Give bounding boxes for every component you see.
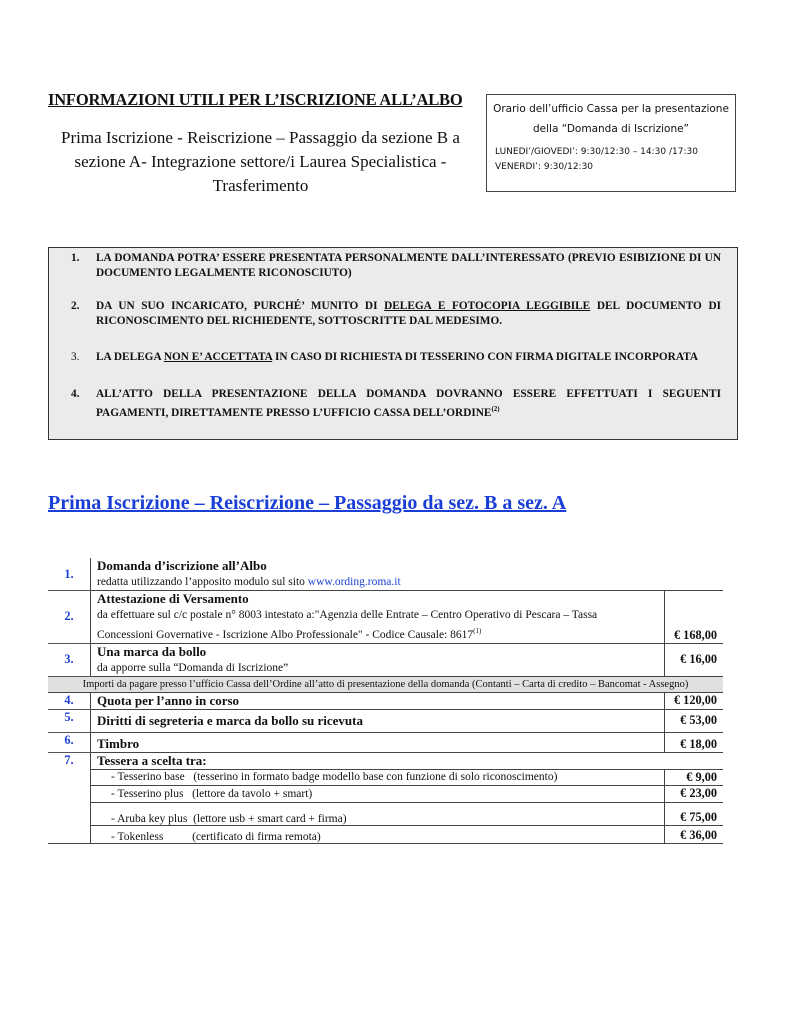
note-text <box>96 387 721 421</box>
table-row <box>48 732 723 752</box>
table-row <box>48 692 723 709</box>
document-subtitle: Prima Iscrizione - Reiscrizione – Passaggio da sezione B a sezione A- Integrazione settore/i Laurea Specialistica - Trasferimento <box>61 128 460 195</box>
note-text <box>96 350 721 365</box>
payment-methods-banner <box>48 676 723 692</box>
row-title: Domanda d’iscrizione all’Albo <box>97 558 267 573</box>
row-content <box>91 591 665 644</box>
row-number: 1. <box>48 558 91 591</box>
row-number: 7. <box>48 752 91 843</box>
row-amount: € 168,00 <box>665 591 724 644</box>
row-title: Diritti di segreteria e marca da bollo su ricevuta <box>91 709 665 732</box>
row-number: 6. <box>48 732 91 752</box>
row-desc-text: Concessioni Governative - Iscrizione Albo Professionale" - Codice Causale: 8617 <box>97 628 474 641</box>
row-title: Tessera a scelta tra: <box>91 752 724 769</box>
note-text-part: DA UN SUO INCARICATO, PURCHÉ’ MUNITO DI <box>96 300 385 312</box>
row-content <box>91 558 724 591</box>
row-desc <box>97 623 658 643</box>
option-label: - Tesserino base (tesserino in formato badge modello base con funzione di solo riconoscimento) <box>91 769 665 785</box>
row-amount: € 16,00 <box>665 643 724 676</box>
table-row <box>48 643 723 676</box>
office-hours-heading: Orario dell’ufficio Cassa per la presentazione della “Domanda di Iscrizione” <box>493 103 729 135</box>
note-text-part: IN CASO DI RICHIESTA DI TESSERINO CON FIRMA DIGITALE INCORPORATA <box>272 351 699 363</box>
note-text-part: LA DELEGA <box>96 351 164 363</box>
office-hours-fri: VENERDI’: 9:30/12:30 <box>495 162 594 172</box>
row-title: Attestazione di Versamento <box>97 591 249 606</box>
tessera-option <box>48 825 723 843</box>
row-desc: da apporre sulla “Domanda di Iscrizione” <box>97 661 289 674</box>
website-link[interactable]: www.ording.roma.it <box>307 576 401 588</box>
note-number: 3. <box>71 351 80 363</box>
tessera-option <box>48 769 723 785</box>
table-row <box>48 752 723 769</box>
table-row <box>48 709 723 732</box>
option-label: - Tokenless (certificato di firma remota) <box>91 825 665 843</box>
note-text <box>96 299 721 329</box>
row-desc-text: redatta utilizzando l’apposito modulo sul sito <box>97 576 308 588</box>
table-row <box>48 558 723 591</box>
office-hours-box <box>486 94 736 192</box>
note-text-part: ALL’ATTO DELLA PRESENTAZIONE DELLA DOMANDA DOVRANNO ESSERE EFFETTUATI I SEGUENTI PAGAMENTI, DIRETTAMENTE PRESSO L’UFFICIO CASSA DELL’ORDINE <box>96 388 721 419</box>
option-amount: € 9,00 <box>665 769 724 785</box>
note-3 <box>71 350 721 365</box>
row-amount: € 120,00 <box>665 692 724 709</box>
option-amount: € 75,00 <box>665 802 724 825</box>
row-title: Quota per l’anno in corso <box>91 692 665 709</box>
row-title: Una marca da bollo <box>97 643 207 659</box>
row-desc <box>97 574 717 590</box>
row-number: 3. <box>48 643 91 676</box>
option-amount: € 23,00 <box>665 785 724 802</box>
option-amount: € 36,00 <box>665 825 724 843</box>
note-underlined: DELEGA E FOTOCOPIA LEGGIBILE <box>384 300 591 312</box>
note-underlined: NON E’ ACCETTATA <box>163 351 273 363</box>
option-label: - Aruba key plus (lettore usb + smart card + firma) <box>91 802 665 825</box>
note-2 <box>71 299 721 329</box>
note-text-part: DEL DOCUMENTO DI RICONOSCIMENTO DEL RICHIEDENTE, SOTTOSCRITTE DAL MEDESIMO. <box>96 300 721 327</box>
row-content <box>91 643 665 676</box>
row-desc: da effettuare sul c/c postale n° 8003 intestato a:"Agenzia delle Entrate – Centro Operativo di Pescara – Tassa <box>97 609 598 621</box>
row-number: 5. <box>48 709 91 732</box>
footnote-ref: (1) <box>473 627 482 635</box>
row-amount: € 18,00 <box>665 732 724 752</box>
row-title: Timbro <box>91 732 665 752</box>
row-number: 4. <box>48 692 91 709</box>
document-title: INFORMAZIONI UTILI PER L’ISCRIZIONE ALL’ALBO <box>48 90 463 109</box>
note-4 <box>71 387 721 421</box>
note-text: LA DOMANDA POTRA’ ESSERE PRESENTATA PERSONALMENTE DALL’INTERESSATO (PREVIO ESIBIZIONE DI UN DOCUMENTO LEGALMENTE RICONOSCIUTO) <box>96 252 721 279</box>
note-number: 2. <box>71 300 80 312</box>
office-hours-mon-thu: LUNEDI’/GIOVEDI’: 9:30/12:30 – 14:30 /17:30 <box>495 147 698 157</box>
option-label: - Tesserino plus (lettore da tavolo + smart) <box>91 785 665 802</box>
tessera-option <box>48 802 723 825</box>
note-number: 1. <box>71 252 80 264</box>
note-1 <box>71 251 721 281</box>
fees-table <box>48 558 723 844</box>
tessera-option <box>48 785 723 802</box>
note-number: 4. <box>71 388 80 400</box>
row-number: 2. <box>48 591 91 644</box>
row-amount: € 53,00 <box>665 709 724 732</box>
footnote-ref: (2) <box>491 405 500 413</box>
table-row <box>48 591 723 644</box>
banner-text: Importi da pagare presso l’ufficio Cassa dell’Ordine all’atto di presentazione della domanda (Contanti – Carta di credito – Bancomat - Assegno) <box>48 676 723 692</box>
notes-box <box>48 247 738 440</box>
section-title: Prima Iscrizione – Reiscrizione – Passaggio da sez. B a sez. A <box>48 492 567 514</box>
